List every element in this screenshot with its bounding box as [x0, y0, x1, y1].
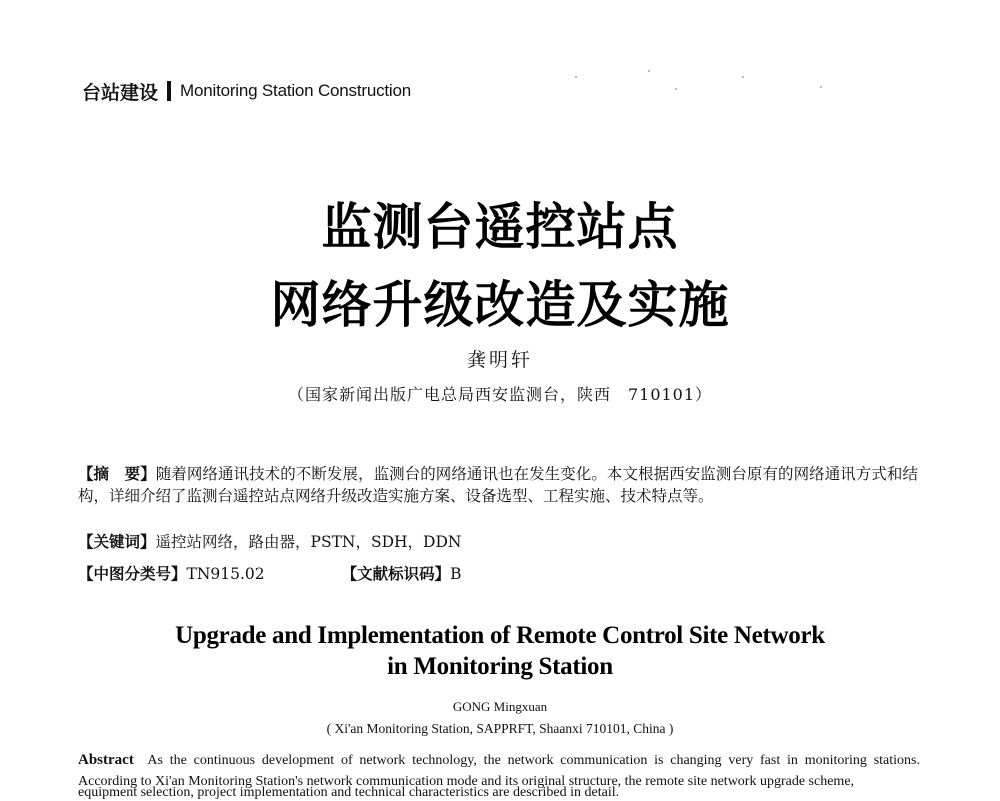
keywords-cn — [78, 531, 918, 553]
scan-speck — [648, 70, 650, 72]
doc-code-value: B — [450, 565, 462, 583]
scan-speck — [742, 76, 744, 78]
keywords-cn-label: 【关键词】 — [78, 533, 156, 551]
scan-speck — [820, 86, 822, 88]
scan-speck — [575, 76, 577, 78]
keywords-cn-text: 遥控站网络，路由器，PSTN，SDH，DDN — [155, 533, 462, 551]
title-cn-line2: 网络升级改造及实施 — [270, 276, 730, 334]
abstract-cn — [78, 463, 918, 507]
abstract-cn-label: 【摘 要】 — [78, 465, 156, 483]
clc-label: 【中图分类号】 — [78, 565, 187, 583]
abstract-en-label: Abstract — [78, 752, 134, 768]
title-en-line2: in Monitoring Station — [387, 653, 613, 680]
abstract-en-cut-text: equipment selection, project implementation and technical characteristics are described in detail. — [78, 785, 620, 800]
section-header — [82, 78, 411, 104]
title-en-line1: Upgrade and Implementation of Remote Control Site Network — [175, 622, 825, 649]
abstract-en-cut-line — [78, 785, 920, 801]
clc-value: TN915.02 — [186, 565, 265, 583]
section-name-cn: 台站建设 — [82, 81, 159, 104]
title-cn-line1: 监测台遥控站点 — [321, 198, 679, 256]
classification-line — [78, 563, 918, 585]
author-en: GONG Mingxuan — [452, 699, 548, 714]
affiliation-en: ( Xi'an Monitoring Station, SAPPRFT, Shaanxi 710101, China ) — [326, 721, 674, 736]
scan-speck — [675, 88, 677, 90]
author-cn: 龚明轩 — [466, 349, 533, 371]
abstract-cn-text: 随着网络通讯技术的不断发展，监测台的网络通讯也在发生变化。本文根据西安监测台原有的网络通讯方式和结构，详细介绍了监测台遥控站点网络升级改造实施方案、设备选型、工程实施、技术特点等。 — [78, 465, 918, 505]
affiliation-cn: （国家新闻出版广电总局西安监测台，陕西 710101） — [287, 385, 713, 404]
section-name-en: Monitoring Station Construction — [180, 81, 411, 100]
section-divider — [167, 81, 171, 101]
doc-code-label: 【文献标识码】 — [341, 565, 451, 583]
abstract-en-text: As the continuous development of network technology, the network communication is changing very fast in monitoring stations. According to Xi'an Monitoring Station's network communication mode and its original structure, the remote site network upgrade scheme, — [78, 753, 920, 789]
